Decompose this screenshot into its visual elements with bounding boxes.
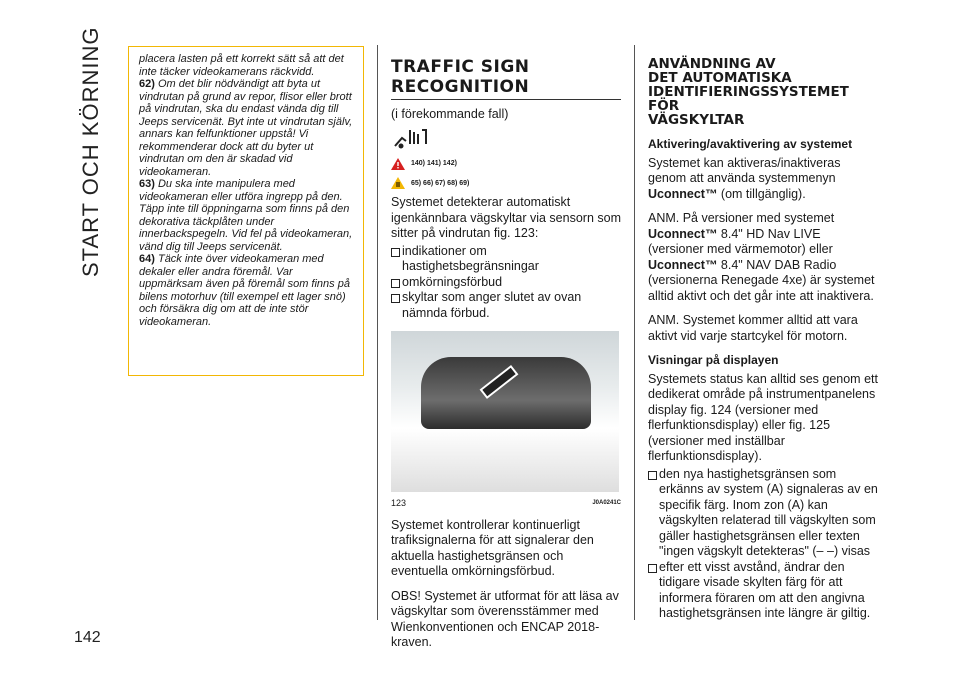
list-item: skyltar som anger slutet av ovan nämnda förbud. (391, 290, 621, 321)
note-intro: placera lasten på ett korrekt sätt så att det inte täcker videokamerans räckvidd. (139, 53, 344, 78)
paragraph: Systemet detekterar automatiskt igenkännbara vägskyltar via sensorn som sitter på vindrutan fig. 123: (391, 195, 621, 240)
note-item (139, 253, 355, 328)
paragraph: ANM. Systemet kommer alltid att vara aktivt vid varje startcykel för motorn. (648, 313, 858, 343)
note-number: 64) (139, 253, 155, 265)
paragraph: ANM. På versioner med systemet Uconnect™ 8.4" HD Nav LIVE (versioner med värmemotor) eller Uconnect™ 8.4" NAV DAB Radio (versionerna Renegade 4xe) är systemet alltid aktivt och det går inte att inaktivera. (648, 211, 875, 303)
column-divider (377, 45, 378, 620)
note-number: 62) (139, 78, 155, 90)
caution-hand-icon (391, 177, 405, 189)
list-item: omkörningsförbud (391, 275, 621, 291)
column-divider (634, 45, 635, 620)
wifi-car-icon (393, 126, 621, 155)
list-item: indikationer om hastighetsbegränsningar (391, 244, 621, 275)
note-text: Om det blir nödvändigt att byta ut vindrutan på grund av repor, flisor eller brott på vindrutan, ska du endast vända dig till Jeeps servicenät. Byt inte ut vindrutan själv, annars kan felfunktioner uppstå! Vi rekommenderar dock att du byter ut vindrutan om den är skadad vid videokameran. (139, 78, 353, 178)
figure-code: J0A0241C (592, 500, 621, 506)
note-number: 63) (139, 178, 155, 190)
note-item (139, 78, 355, 178)
paragraph: Systemet kan aktiveras/inaktiveras genom att använda systemmenyn Uconnect™ (om tillgänglig). (648, 155, 841, 201)
optional-note: (i förekommande fall) (391, 107, 509, 121)
usage-column (648, 57, 878, 622)
side-section-title: START OCH KÖRNING (78, 26, 103, 277)
section-heading: TRAFFIC SIGN RECOGNITION (391, 57, 621, 100)
section-heading: ANVÄNDNING AV DET AUTOMATISKA IDENTIFIERINGSSYSTEMET FÖR VÄGSKYLTAR (648, 56, 849, 128)
figure-caption (391, 496, 621, 512)
warning-triangle-icon (391, 158, 405, 170)
windshield-camera-figure (391, 331, 619, 492)
list-item: efter ett visst avstånd, ändrar den tidigare visade skylten färg för att informera föraren om att den angivna hastighetsgränsen inte längre är giltig. (648, 560, 878, 622)
car-hood-image (391, 429, 619, 492)
caution-refs: 65) 66) 67) 68) 69) (411, 179, 470, 187)
page-number: 142 (74, 629, 101, 646)
paragraph: OBS! Systemet är utformat för att läsa av vägskyltar som överensstämmer med Wienkonventionen och ENCAP 2018-kraven. (391, 588, 619, 649)
note-item (139, 178, 355, 253)
figure-number: 123 (391, 498, 407, 508)
subheading: Aktivering/avaktivering av systemet (648, 137, 853, 151)
traffic-sign-column (391, 57, 621, 660)
note-text: Du ska inte manipulera med videokameran eller utföra ingrepp på den. Täpp inte till öppningarna som finns på den dekorativa täckplåten under innerbackspegeln. Vid fel på videokameran, vänd dig till Jeeps servicenät. (139, 178, 353, 253)
note-text: Täck inte över videokameran med dekaler eller andra föremål. Var uppmärksam även på föremål som finns på bilens motorhuv (till exempel ett lager snö) och försäkra dig om att de inte stör videokameran. (139, 253, 350, 328)
list-item: den nya hastighetsgränsen som erkänns av system (A) signaleras av en specifik färg. Inom zon (A) kan vägskylten relaterad till vägskylten som gäller hastighetsgränsen eller texten "ingen vägskylt detekteras" (– –) visas (648, 467, 878, 560)
paragraph: Systemet kontrollerar kontinuerligt trafiksignalerna för att signalerar den aktuella hastighetsgränsen och eventuella omkörningsförbud. (391, 517, 594, 578)
paragraph: Systemets status kan alltid ses genom ett dedikerat område på instrumentpanelens display fig. 124 (versioner med flerfunktionsdisplay) eller fig. 125 (versioner med inställbar flerfunktionsdisplay). (648, 371, 878, 463)
caution-reference-row (391, 176, 621, 192)
subheading: Visningar på displayen (648, 353, 779, 367)
warning-reference-row (391, 156, 621, 172)
warning-note-box (128, 46, 364, 376)
warning-refs: 140) 141) 142) (411, 160, 457, 167)
